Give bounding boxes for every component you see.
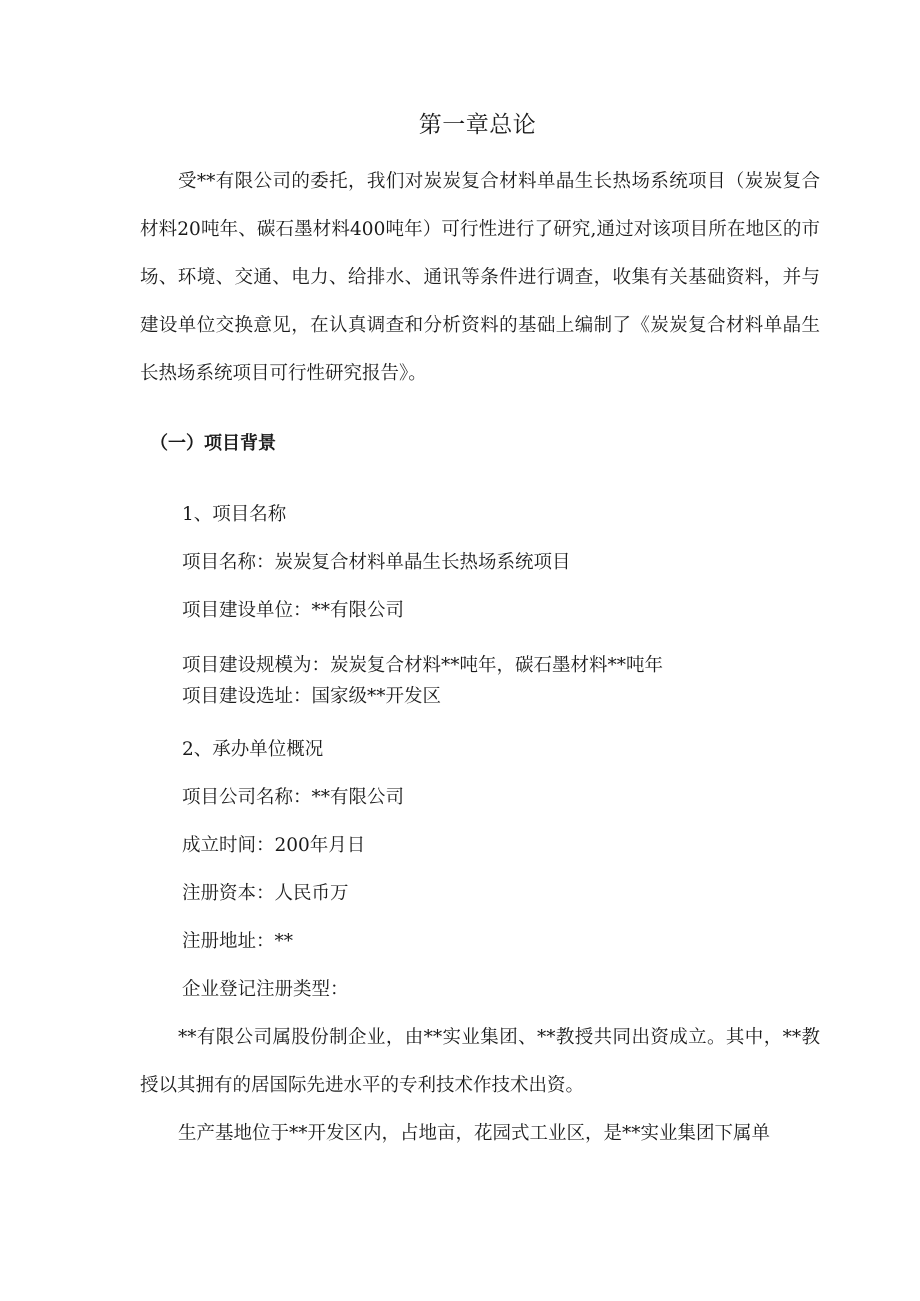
intro-paragraph: 受**有限公司的委托，我们对炭炭复合材料单晶生长热场系统项目（炭炭复合材料20吨年、碳石墨材料400吨年）可行性进行了研究,通过对该项目所在地区的市场、环境、交通、电力、给排水、通讯等条件进行调查，收集有关基础资料，并与建设单位交换意见，在认真调查和分析资料的基础上编制了《炭炭复合材料单晶生长热场系统项目可行性研究报告》。 [140,171,820,384]
subsection-heading-project-name: 1、项目名称 [182,504,287,525]
section-heading-background: （一）项目背景 [150,433,276,454]
company-name-line: 项目公司名称：**有限公司 [182,787,405,808]
project-name-line: 项目名称：炭炭复合材料单晶生长热场系统项目 [182,552,571,573]
registration-type-line: 企业登记注册类型： [182,979,349,1000]
registered-capital-line: 注册资本：人民币万 [182,883,349,904]
construction-site-line: 项目建设选址：国家级**开发区 [182,686,442,707]
construction-unit-line: 项目建设单位：**有限公司 [182,600,405,621]
company-paragraph-1: **有限公司属股份制企业，由**实业集团、**教授共同出资成立。其中，**教授以其拥有的居国际先进水平的专利技术作技术出资。 [140,1027,820,1096]
chapter-title: 第一章总论 [418,112,537,138]
registered-address-line: 注册地址：** [182,931,294,952]
subsection-heading-company-overview: 2、承办单位概况 [182,739,324,760]
construction-scale-line: 项目建设规模为：炭炭复合材料**吨年，碳石墨材料**吨年 [182,655,664,676]
company-paragraph-2: 生产基地位于**开发区内，占地亩，花园式工业区，是**实业集团下属单 [178,1123,771,1144]
established-line: 成立时间：200年月日 [182,835,366,856]
